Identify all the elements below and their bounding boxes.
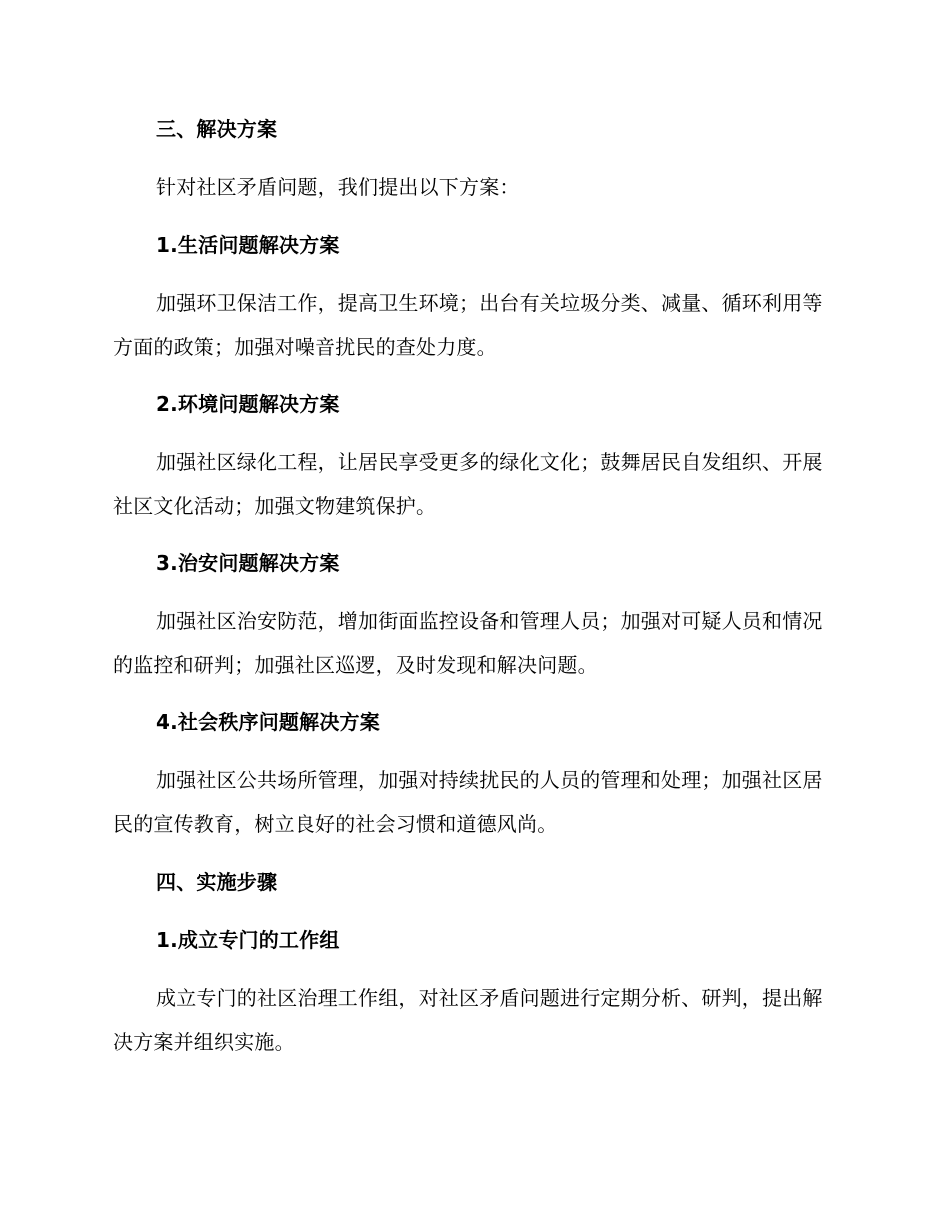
- sub2-body: 加强社区绿化工程，让居民享受更多的绿化文化；鼓舞居民自发组织、开展社区文化活动；加强文物建筑保护。: [113, 450, 823, 518]
- sub4-heading: 4.社会秩序问题解决方案: [156, 710, 380, 734]
- section3-heading: 三、解决方案: [156, 117, 278, 141]
- sub1-heading: 1.生活问题解决方案: [156, 233, 340, 257]
- sub2-heading: 2.环境问题解决方案: [156, 392, 340, 416]
- step1-heading: 1.成立专门的工作组: [156, 928, 340, 952]
- step1-body: 成立专门的社区治理工作组，对社区矛盾问题进行定期分析、研判，提出解决方案并组织实施。: [113, 986, 823, 1054]
- sub1-body: 加强环卫保洁工作，提高卫生环境；出台有关垃圾分类、减量、循环利用等方面的政策；加强对噪音扰民的查处力度。: [113, 291, 823, 359]
- sub3-body: 加强社区治安防范，增加街面监控设备和管理人员；加强对可疑人员和情况的监控和研判；加强社区巡逻，及时发现和解决问题。: [113, 609, 823, 677]
- sub4-body: 加强社区公共场所管理，加强对持续扰民的人员的管理和处理；加强社区居民的宣传教育，树立良好的社会习惯和道德风尚。: [113, 768, 823, 836]
- sub3-heading: 3.治安问题解决方案: [156, 551, 340, 575]
- section4-heading: 四、实施步骤: [156, 870, 278, 894]
- section3-intro: 针对社区矛盾问题，我们提出以下方案：: [156, 175, 520, 199]
